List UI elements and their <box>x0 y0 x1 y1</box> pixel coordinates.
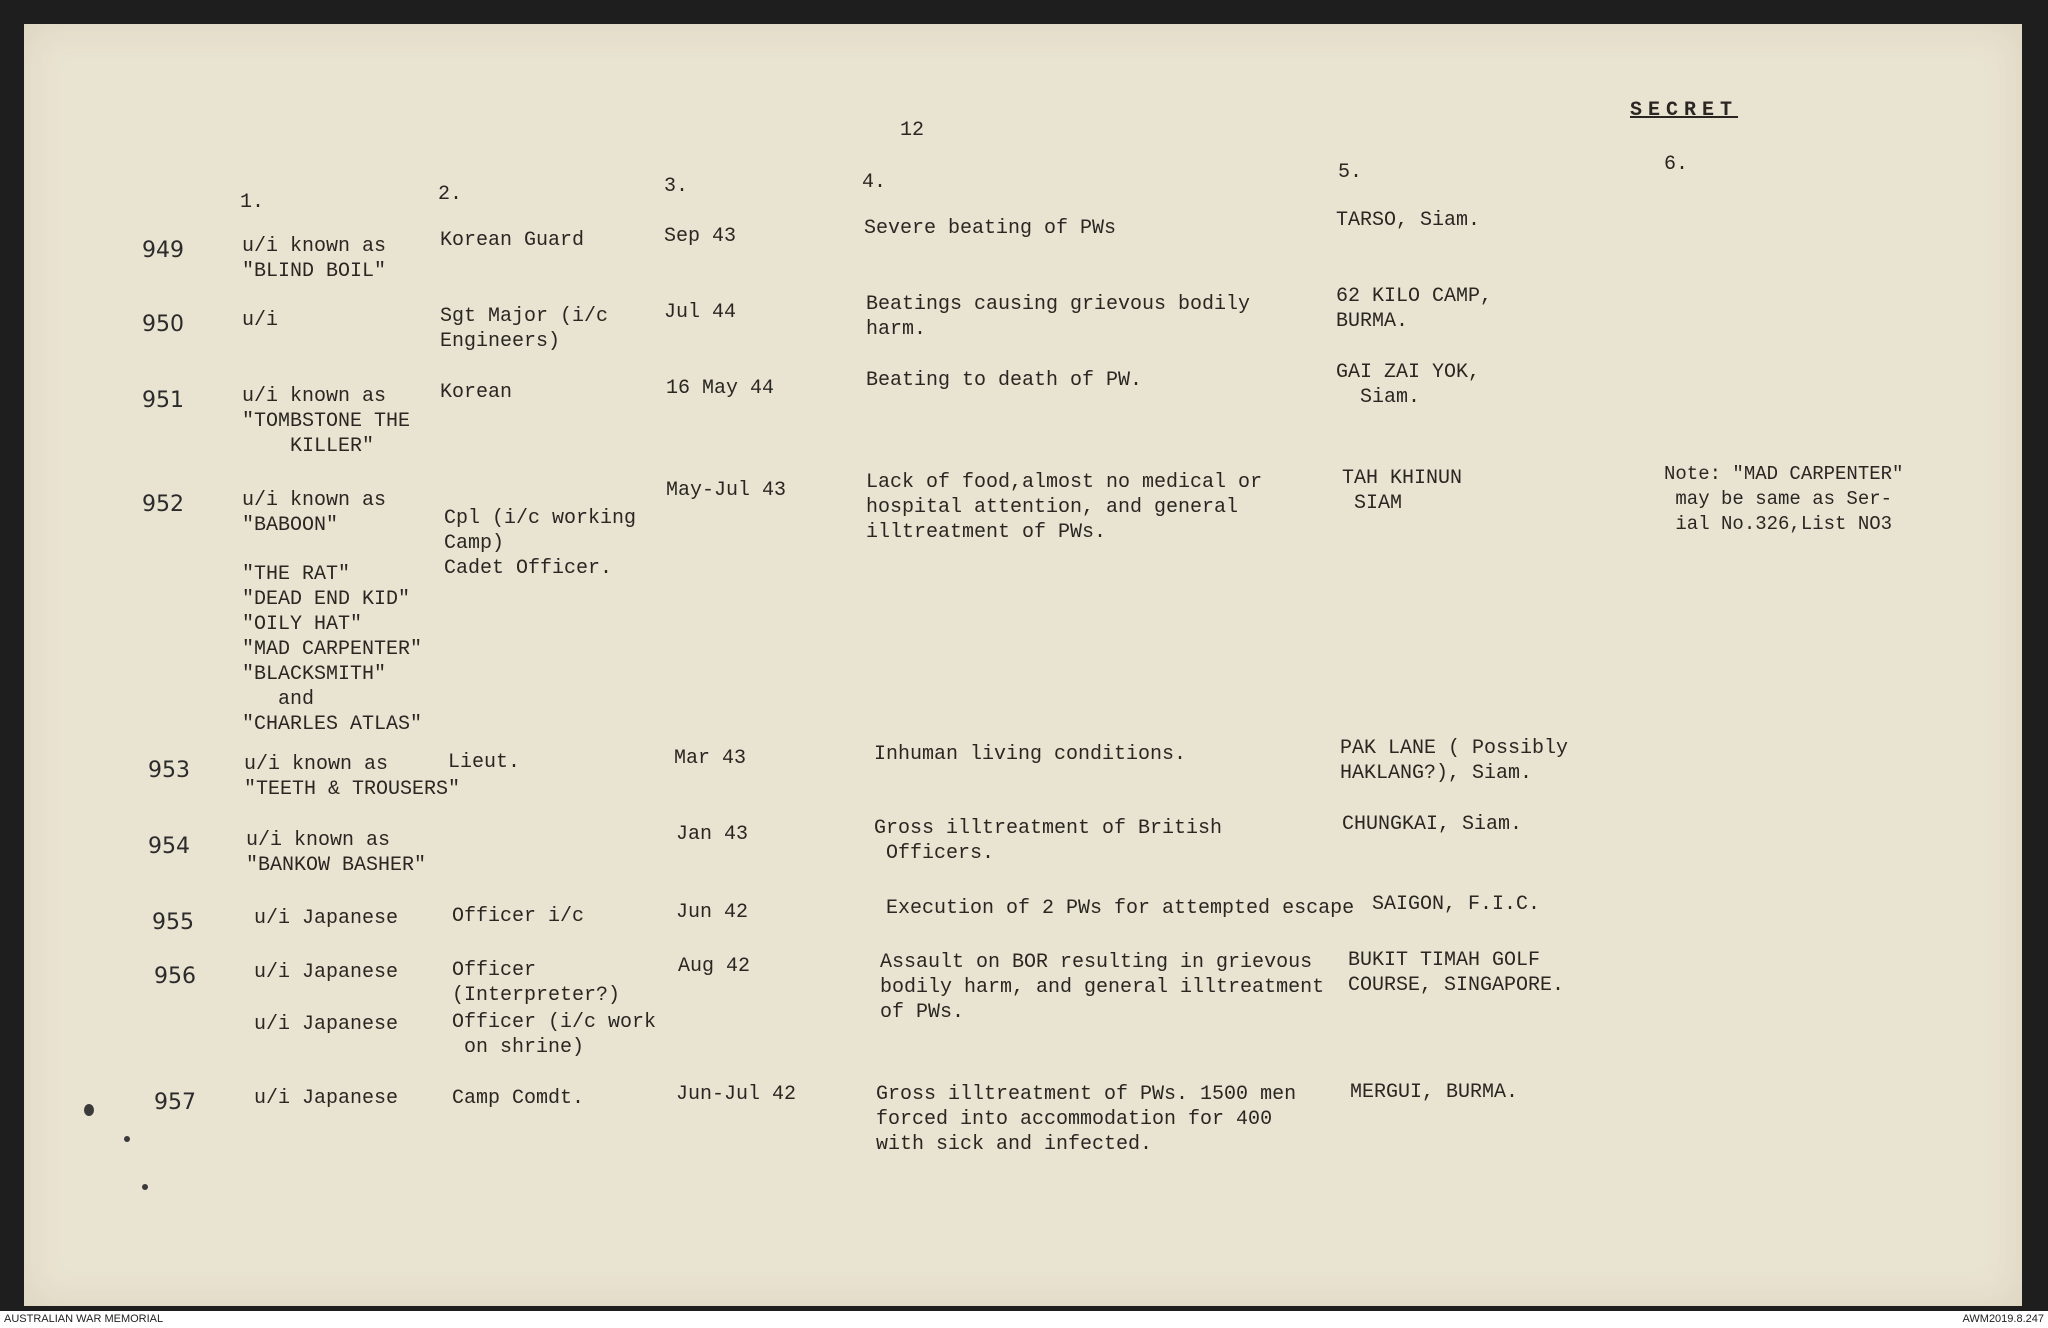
rank-unit: Korean Guard <box>440 229 585 252</box>
archive-reference: AWM2019.8.247 <box>1962 1313 2044 1325</box>
offence-date: May-Jul 43 <box>666 479 787 502</box>
serial-number: 949 <box>142 238 184 263</box>
offence-description: Lack of food,almost no medical or hospital attention, and general illtreatment of PWs. <box>866 471 1263 544</box>
classification-heading: SECRET <box>1630 99 1739 122</box>
offence-place: PAK LANE ( Possibly HAKLANG?), Siam. <box>1340 737 1569 785</box>
offence-date: Sep 43 <box>664 225 737 248</box>
paper-mark <box>124 1136 130 1142</box>
accused-name: u/i known as "TOMBSTONE THE KILLER" <box>242 385 411 458</box>
serial-number: 954 <box>148 834 190 859</box>
rank-unit: Officer (i/c work on shrine) <box>452 1011 657 1059</box>
serial-number: 956 <box>154 964 196 989</box>
archive-footer <box>0 1311 2048 1328</box>
column-header-6: 6. <box>1664 153 1689 176</box>
offence-description: Gross illtreatment of British Officers. <box>874 817 1223 865</box>
offence-date: 16 May 44 <box>666 377 775 400</box>
alias-list: "THE RAT" "DEAD END KID" "OILY HAT" "MAD CARPENTER" "BLACKSMITH" and "CHARLES ATLAS" <box>242 563 423 736</box>
offence-place: 62 KILO CAMP, BURMA. <box>1336 285 1493 333</box>
offence-description: Beating to death of PW. <box>866 369 1143 392</box>
rank-unit: Officer (Interpreter?) <box>452 959 621 1007</box>
offence-description: Inhuman living conditions. <box>874 743 1187 766</box>
rank-unit: Sgt Major (i/c Engineers) <box>440 305 609 353</box>
column-header-4: 4. <box>862 171 887 194</box>
rank-unit: Korean <box>440 381 513 404</box>
serial-number: 957 <box>154 1090 196 1115</box>
column-header-5: 5. <box>1338 161 1363 184</box>
offence-place: CHUNGKAI, Siam. <box>1342 813 1523 836</box>
offence-date: Jun-Jul 42 <box>676 1083 797 1106</box>
paper-mark <box>84 1104 94 1116</box>
serial-number: 950 <box>142 312 184 337</box>
serial-number: 955 <box>152 910 194 935</box>
rank-unit: Officer i/c <box>452 905 585 928</box>
offence-description: Gross illtreatment of PWs. 1500 men forced into accommodation for 400 with sick and infected. <box>876 1083 1297 1156</box>
offence-place: TAH KHINUN SIAM <box>1342 467 1463 515</box>
accused-name: u/i Japanese <box>254 961 399 984</box>
offence-date: Jan 43 <box>676 823 749 846</box>
rank-unit: Cpl (i/c working Camp) Cadet Officer. <box>444 507 637 580</box>
accused-name: u/i known as "TEETH & TROUSERS" <box>244 753 461 801</box>
offence-description: Severe beating of PWs <box>864 217 1117 240</box>
accused-name: u/i known as "BANKOW BASHER" <box>246 829 427 877</box>
offence-date: Aug 42 <box>678 955 751 978</box>
accused-name: u/i known as "BLIND BOIL" <box>242 235 387 283</box>
offence-place: SAIGON, F.I.C. <box>1372 893 1541 916</box>
serial-number: 952 <box>142 492 184 517</box>
page-number: 12 <box>900 119 925 142</box>
rank-unit: Lieut. <box>448 751 521 774</box>
offence-description: Execution of 2 PWs for attempted escape <box>886 897 1355 920</box>
document-page <box>24 24 2022 1306</box>
column-header-2: 2. <box>438 183 463 206</box>
offence-place: TARSO, Siam. <box>1336 209 1481 232</box>
offence-place: MERGUI, BURMA. <box>1350 1081 1519 1104</box>
accused-name: u/i known as "BABOON" <box>242 489 387 537</box>
offence-description: Assault on BOR resulting in grievous bodily harm, and general illtreatment of PWs. <box>880 951 1325 1024</box>
column-header-1: 1. <box>240 191 265 214</box>
remarks-note: Note: "MAD CARPENTER" may be same as Ser- ial No.326,List NO3 <box>1664 463 1904 535</box>
offence-date: Jun 42 <box>676 901 749 924</box>
offence-description: Beatings causing grievous bodily harm. <box>866 293 1251 341</box>
offence-place: GAI ZAI YOK, Siam. <box>1336 361 1481 409</box>
paper-mark <box>142 1184 148 1190</box>
archive-credit: AUSTRALIAN WAR MEMORIAL <box>4 1313 164 1325</box>
offence-place: BUKIT TIMAH GOLF COURSE, SINGAPORE. <box>1348 949 1565 997</box>
rank-unit: Camp Comdt. <box>452 1087 585 1110</box>
offence-date: Mar 43 <box>674 747 747 770</box>
column-header-3: 3. <box>664 175 689 198</box>
serial-number: 951 <box>142 388 184 413</box>
offence-date: Jul 44 <box>664 301 737 324</box>
accused-name: u/i Japanese <box>254 1013 399 1036</box>
accused-name: u/i Japanese <box>254 1087 399 1110</box>
serial-number: 953 <box>148 758 190 783</box>
accused-name: u/i Japanese <box>254 907 399 930</box>
accused-name: u/i <box>242 309 279 332</box>
